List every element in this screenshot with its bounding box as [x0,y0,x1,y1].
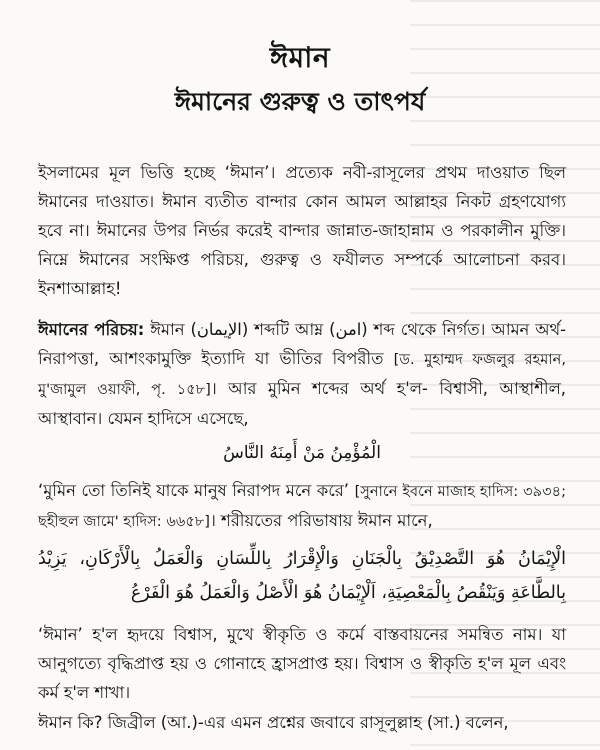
body-text [38,158,566,707]
definition-reference: [ড. মুহাম্মদ ফজলুর রহমান, মু'জামুল ওয়াফী, পৃ. ১৫৮] [38,351,566,398]
definition-paragraph [38,315,566,433]
arabic-definition: الْإِيْمَانُ هُوَ التَّصْدِيْقُ بِالْجَنَانِ وَالْإِقْرَارُ بِاللِّسَانِ وَالْعَمَلُ بِالْأَرْكَانِ، يَزِيْدُ بِالطَّاعَةِ وَيَنْقُصُ بِالْمَعْصِيَةِ، اَلْإِيْمَانُ هُوَ الْأَصْلُ وَالْعَمَلُ هُوَ الْفَرْعُ [38,549,566,603]
hadith-tail: । শরীয়তের পরিভাষায় ঈমান মানে, [209,511,433,530]
hadith-reference: [সুনানে ইবনে মাজাহ হাদিস: ৩৯৩৪; ছহীহুল জামে' হাদিস: ৬৬৫৮] [38,483,567,530]
definition-tail: । আর মুমিন শব্দের অর্থ হ'ল- বিশ্বাসী, আস্থাশীল, আস্থাবান। যেমন হাদিসে এসেছে, [38,379,566,428]
definition-text: ঈমান (الإيمان) শব্দটি আম্ন (امن) শব্দ থেকে নির্গত। আমন অর্থ- নিরাপত্তা, আশংকামুক্তি ইত্যাদি যা ভীতির বিপরীত [38,320,566,368]
hadith-translation-paragraph [38,476,566,536]
iman-summary-paragraph: ‘ঈমান’ হ'ল হৃদয়ে বিশ্বাস, মুখে স্বীকৃতি ও কর্মে বাস্তবায়নের সমন্বিত নাম। যা আনুগত্যে বৃদ্ধিপ্রাপ্ত হয় ও গোনাহে হ্রাসপ্রাপ্ত হয়। বিশ্বাস ও স্বীকৃতি হ'ল মূল এবং কর্ম হ'ল শাখা। [38,625,566,702]
hadith-translation: ‘মুমিন তো তিনিই যাকে মানুষ নিরাপদ মনে করে’ [38,481,355,500]
section-subtitle: ঈমানের গুরুত্ব ও তাৎপর্য [174,87,426,116]
chapter-title: ঈমান [269,41,331,74]
closing-line: ঈমান কি? জিব্রীল (আ.)-এর এমন প্রশ্নের জবাবে রাসূলুল্লাহ (সা.) বলেন, [38,713,509,732]
arabic-hadith: الْمُؤْمِنُ مَنْ أَمِنَهُ النَّاسُ [223,443,381,463]
definition-label: ঈমানের পরিচয়: [38,320,145,339]
intro-paragraph: ইসলামের মূল ভিত্তি হচ্ছে ‘ঈমান’। প্রত্যেক নবী-রাসূলের প্রথম দাওয়াত ছিল ঈমানের দাওয়াত। ঈমান ব্যতীত বান্দার কোন আমল আল্লাহর নিকট গ্রহণযোগ্য হবে না। ঈমানের উপর নির্ভর করেই বান্দার জান্নাত-জাহান্নাম ও পরকালীন মুক্তি। নিম্নে ঈমানের সংক্ষিপ্ত পরিচয়, গুরুত্ব ও ফযীলত সম্পর্কে আলোচনা করব। ইনশাআল্লাহ! [38,163,566,298]
